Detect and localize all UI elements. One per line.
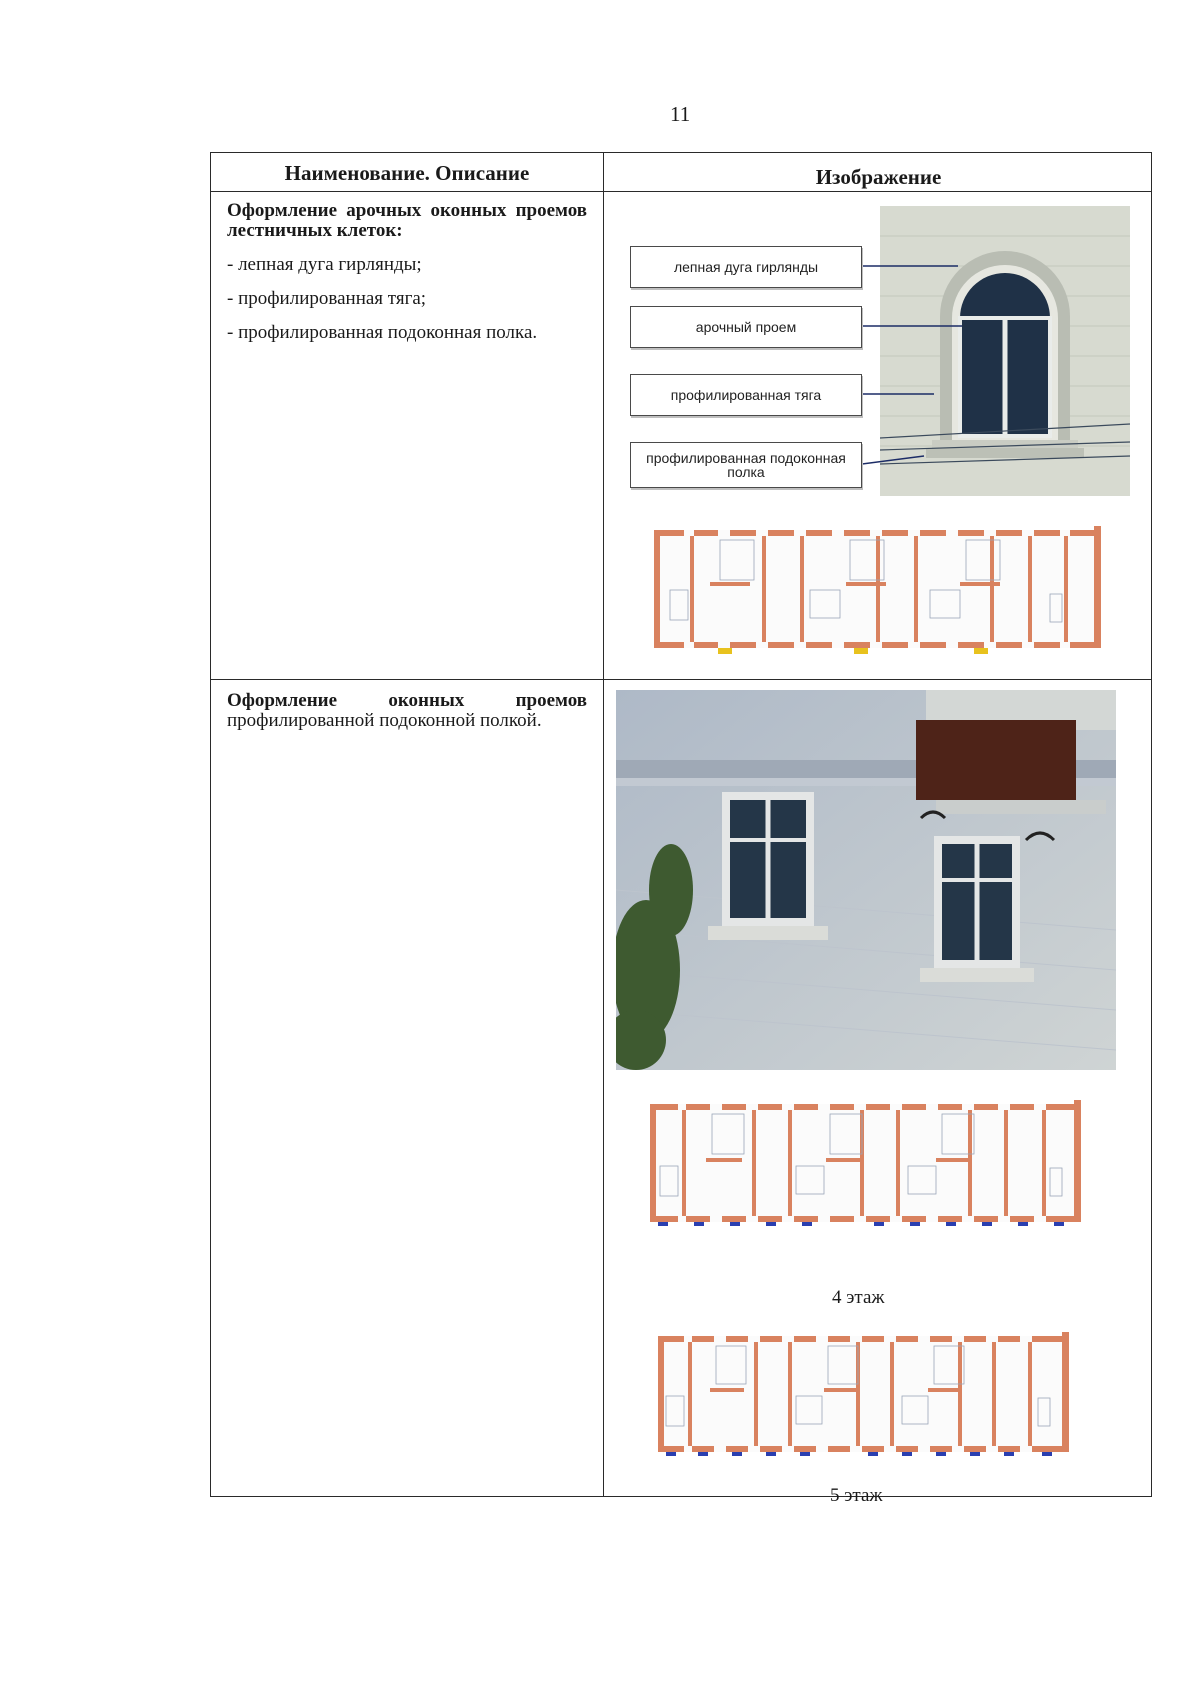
row2-title-bold: Оформление оконных проемов bbox=[227, 690, 587, 711]
row1-item-arc: - лепная дуга гирлянды; bbox=[227, 253, 422, 275]
page-number: 11 bbox=[670, 102, 691, 126]
floor-label-4: 4 этаж bbox=[832, 1287, 885, 1308]
row1-item-sill: - профилированная подоконная полка. bbox=[227, 321, 538, 343]
callout-profiled-cornice: профилированная тяга bbox=[630, 374, 862, 416]
callout-profiled-sill: профилированная подоконная полка bbox=[630, 442, 862, 488]
floor-plan-4th-floor bbox=[646, 1096, 1086, 1232]
facade-windows-photo bbox=[616, 690, 1116, 1070]
floor-plan-5th-floor bbox=[654, 1328, 1074, 1462]
floor-label-5: 5 этаж bbox=[830, 1485, 883, 1506]
row-divider bbox=[211, 679, 1151, 680]
row2-title-rest: профилированной подоконной полкой. bbox=[227, 709, 542, 731]
header-name: Наименование. Описание bbox=[284, 161, 530, 185]
row1-description bbox=[227, 201, 587, 343]
floor-plan-stairwells bbox=[650, 520, 1105, 658]
header-image: Изображение bbox=[815, 165, 942, 189]
row1-title: Оформление арочных оконных проемов лестничных клеток: bbox=[227, 200, 587, 241]
callout-connectors bbox=[862, 206, 1022, 496]
callout-garland-arc: лепная дуга гирлянды bbox=[630, 246, 862, 288]
row1-item-cornice: - профилированная тяга; bbox=[227, 287, 427, 309]
header-divider bbox=[211, 191, 1151, 192]
column-divider bbox=[603, 153, 604, 1496]
callout-arched-opening: арочный проем bbox=[630, 306, 862, 348]
row2-description bbox=[227, 691, 587, 731]
